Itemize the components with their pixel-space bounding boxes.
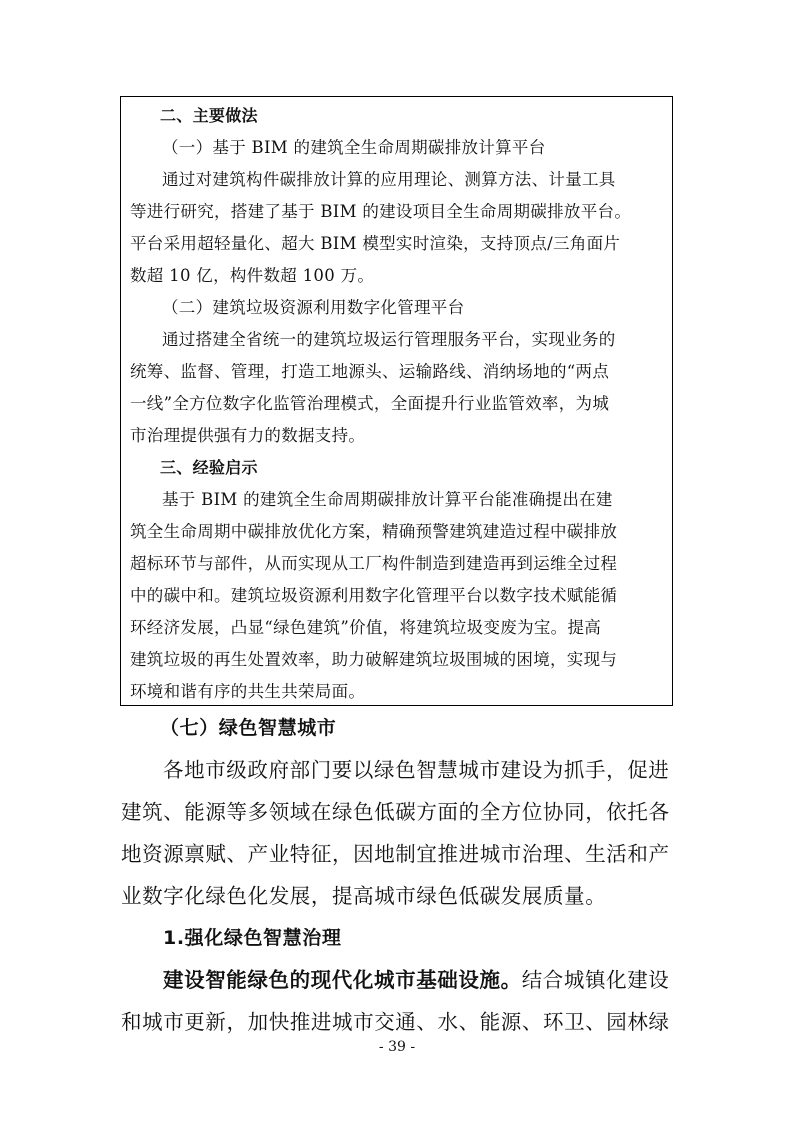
body-text-line: 地资源禀赋、产业特征，因地制宜推进城市治理、生活和产: [121, 842, 670, 866]
box-text-line: 超标环节与部件，从而实现从工厂构件制造到建造再到运维全过程: [130, 554, 618, 573]
heading-main-methods: 二、主要做法: [160, 106, 258, 125]
body-text-line: [163, 967, 723, 993]
body-text-span: 结合城镇化建设: [521, 968, 670, 992]
subheading-bim-platform: （一）基于 BIM 的建筑全生命周期碳排放计算平台: [162, 138, 546, 157]
box-text-line: 环经济发展，凸显“绿色建筑”价值，将建筑垃圾变废为宝。提高: [130, 618, 602, 637]
box-text-line: 筑全生命周期中碳排放优化方案，精确预警建筑建造过程中碳排放: [130, 522, 618, 541]
bold-lead-phrase: 建设智能绿色的现代化城市基础设施。: [163, 968, 522, 992]
body-text-line: 建筑、能源等多领域在绿色低碳方面的全方位协同，依托各: [121, 800, 670, 824]
box-text-line: 等进行研究，搭建了基于 BIM 的建设项目全生命周期碳排放平台。: [130, 202, 632, 221]
subsection-title: 1.强化绿色智慧治理: [163, 927, 342, 949]
box-text-line: 数超 10 亿，构件数超 100 万。: [130, 266, 375, 285]
body-text-line: 业数字化绿色化发展，提高城市绿色低碳发展质量。: [121, 884, 607, 908]
section-title-green-smart-city: （七）绿色智慧城市: [160, 717, 337, 739]
heading-lessons: 三、经验启示: [160, 458, 258, 477]
box-text-line: 基于 BIM 的建筑全生命周期碳排放计算平台能准确提出在建: [162, 490, 613, 509]
page-number: - 39 -: [378, 1039, 416, 1055]
box-text-line: 平台采用超轻量化、超大 BIM 模型实时渲染，支持顶点/三角面片: [130, 234, 621, 253]
box-text-line: 通过对建筑构件碳排放计算的应用理论、测算方法、计量工具: [162, 170, 616, 189]
box-text-line: 环境和谐有序的共生共荣局面。: [130, 682, 366, 701]
body-text-line: 和城市更新，加快推进城市交通、水、能源、环卫、园林绿: [121, 1010, 670, 1034]
box-text-line: 一线”全方位数字化监管治理模式，全面提升行业监管效率，为城: [130, 394, 610, 413]
box-text-line: 中的碳中和。建筑垃圾资源利用数字化管理平台以数字技术赋能循: [130, 586, 618, 605]
box-text-line: 通过搭建全省统一的建筑垃圾运行管理服务平台，实现业务的: [162, 330, 616, 349]
box-text-line: 建筑垃圾的再生处置效率，助力破解建筑垃圾围城的困境，实现与: [130, 650, 618, 669]
subheading-waste-platform: （二）建筑垃圾资源利用数字化管理平台: [162, 298, 465, 317]
body-text-line: 各地市级政府部门要以绿色智慧城市建设为抓手，促进: [163, 758, 670, 782]
box-text-line: 市治理提供强有力的数据支持。: [130, 426, 366, 445]
box-text-line: 统筹、监督、管理，打造工地源头、运输路线、消纳场地的“两点: [130, 362, 610, 381]
